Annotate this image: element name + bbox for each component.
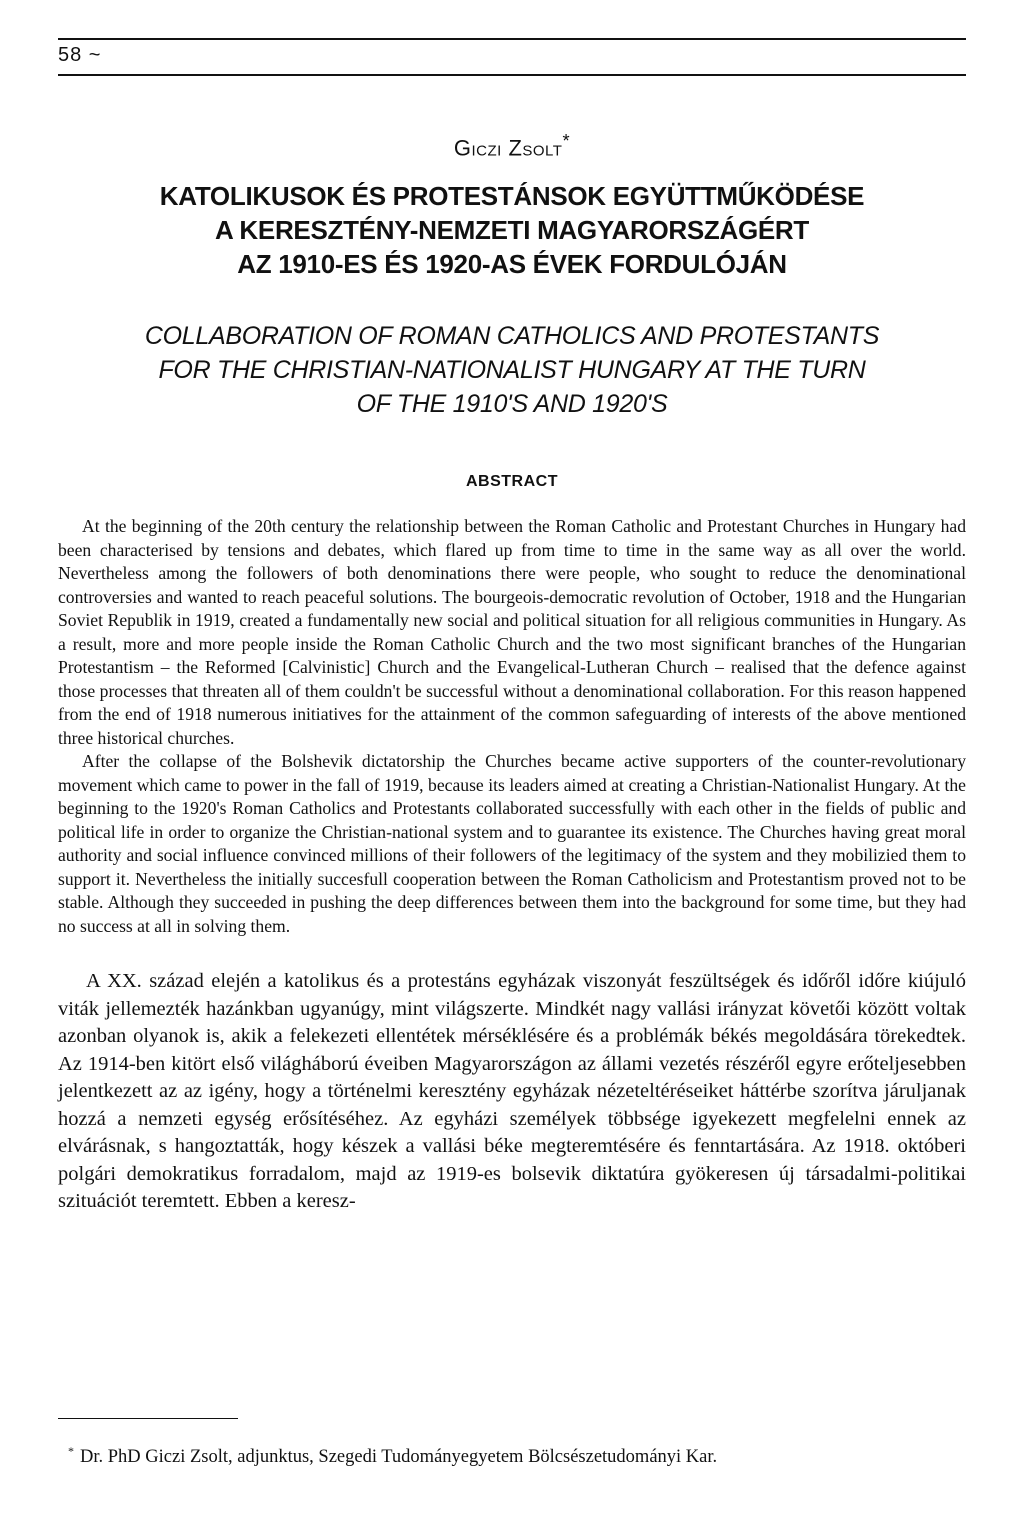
article-page bbox=[58, 38, 966, 1216]
abstract-paragraph: At the beginning of the 20th century the relationship between the Roman Catholic and Protestant Churches in Hungary had been characterised by tensions and debates, which flared up from time to time in the same way as all over the world. Nevertheless among the followers of both denominations there were people, who sought to reduce the denominational controversies and wanted to reach peaceful solutions. The bourgeois-democratic revolution of October, 1918 and the Hungarian Soviet Republik in 1919, created a fundamentally new social and political situation for all religious communities in Hungary. As a result, more and more people inside the Roman Catholic Church and the two most significant branches of the Hungarian Protestantism – the Reformed [Calvinistic] Church and the Evangelical-Lutheran Church – realised that the defence against those processes that threaten all of them couldn't be successful without a denominational collaboration. For this reason happened from the end of 1918 numerous initiatives for the attainment of the common safeguarding of interests of the above mentioned three historical churches. bbox=[58, 516, 966, 748]
abstract-paragraph: After the collapse of the Bolshevik dictatorship the Churches became active supporters of the counter-revolutionary movement which came to power in the fall of 1919, because its leaders aimed at creating a Christian-Nationalist Hungary. At the beginning to the 1920's Roman Catholics and Protestants collaborated successfully with each other in the fields of public and political life in order to organize the Christian-national system and to guarantee its existence. The Churches having great moral authority and social influence convinced millions of their followers of the legitimacy of the system and they mobilizied them to support it. Nevertheless the initially succesfull cooperation between the Roman Catholicism and Protestantism proved not to be stable. Although they succeeded in pushing the deep differences between them into the background for some time, but they had no success at all in solving them. bbox=[58, 751, 966, 936]
title-hungarian bbox=[58, 179, 966, 281]
title-en-line: COLLABORATION OF ROMAN CATHOLICS AND PROTESTANTS bbox=[144, 322, 880, 351]
title-hu-line: AZ 1910-ES ÉS 1920-AS ÉVEK FORDULÓJÁN bbox=[237, 249, 787, 280]
main-text bbox=[58, 968, 966, 1216]
title-en-line: FOR THE CHRISTIAN-NATIONALIST HUNGARY AT THE TURN bbox=[158, 356, 866, 385]
abstract-body bbox=[58, 515, 966, 938]
author-name: Giczi Zsolt bbox=[453, 135, 563, 161]
title-hu-line: KATOLIKUSOK ÉS PROTESTÁNSOK EGYÜTTMŰKÖDÉSE bbox=[159, 181, 865, 212]
footnote-divider bbox=[58, 1418, 238, 1419]
footnote-mark: * bbox=[68, 1444, 74, 1458]
page-number: 58 ~ bbox=[58, 44, 102, 66]
title-hu-line: A KERESZTÉNY-NEMZETI MAGYARORSZÁGÉRT bbox=[215, 215, 809, 246]
footnote-text: Dr. PhD Giczi Zsolt, adjunktus, Szegedi Tudományegyetem Bölcsészetudományi Kar. bbox=[80, 1447, 718, 1468]
title-en-line: OF THE 1910'S AND 1920'S bbox=[356, 390, 668, 419]
footnote bbox=[68, 1444, 717, 1468]
author-footnote-mark: * bbox=[562, 130, 571, 151]
author-line bbox=[58, 130, 966, 161]
abstract-heading: ABSTRACT bbox=[466, 473, 558, 491]
body-paragraph: A XX. század elején a katolikus és a protestáns egyházak viszonyát feszültségek és időről időre kiújuló viták jellemezték hazánkban ugyanúgy, mint világszerte. Mindkét nagy vallási irányzat követői között voltak azonban olyanok is, akik a felekezeti ellentétek mérséklésére és a problémák békés megoldására törekedtek. Az 1914-ben kitört első világháború éveiben Magyarországon az állami vezetés részéről egyre erőteljesebben jelentkezett az az igény, hogy a történelmi keresztény egyházak nézeteltéréseiket háttérbe szorítva járuljanak hozzá a nemzeti egység erősítéséhez. Az egyházi személyek többsége igyekezett megfelelni ennek az elvárásnak, s hangoztatták, hogy készek a vallási béke megteremtésére és fenntartására. Az 1918. októberi polgári demokratikus forradalom, majd az 1919-es bolsevik diktatúra gyökeresen új társadalmi-politikai szituációt teremtett. Ebben a keresz- bbox=[58, 970, 966, 1213]
title-english bbox=[58, 319, 966, 421]
running-header bbox=[58, 38, 966, 76]
